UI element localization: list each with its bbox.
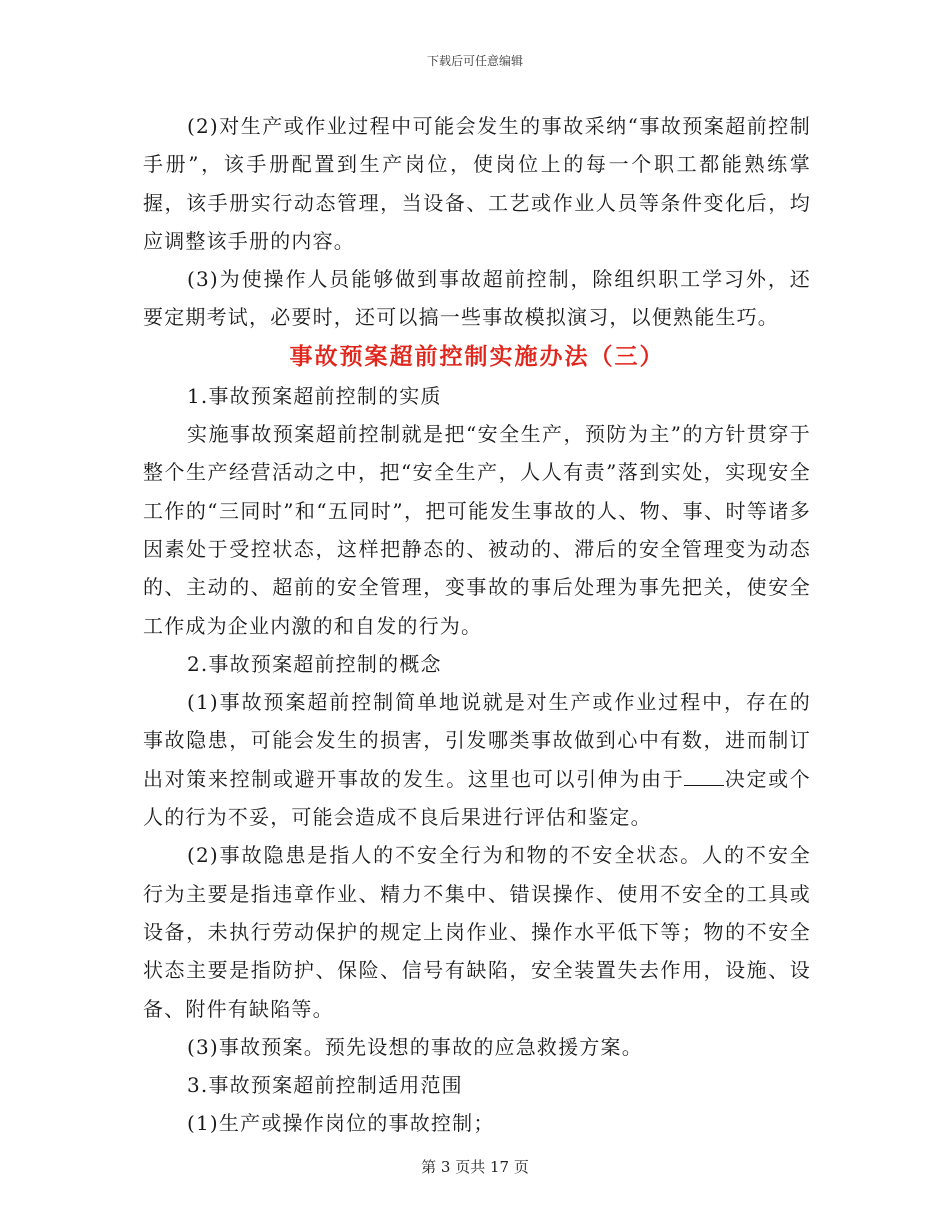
page-header: 下载后可任意编辑 — [426, 54, 523, 68]
paragraph-prev-2: (2)对生产或作业过程中可能会发生的事故采纳“事故预案超前控制手册”，该手册配置到生产岗位，使岗位上的每一个职工都能熟练掌握，该手册实行动态管理，当设备、工艺或作业人员等条件变化后，均应调整该手册的内容。 — [143, 114, 811, 253]
paragraph-prev-3: (3)为使操作人员能够做到事故超前控制，除组织职工学习外，还要定期考试，必要时，还可以搞一些事故模拟演习，以便熟能生巧。 — [143, 267, 811, 330]
subheading-2: 2.事故预案超前控制的概念 — [187, 651, 442, 676]
paragraph-1: 实施事故预案超前控制就是把“安全生产，预防为主”的方针贯穿于整个生产经营活动之中，把“安全生产，人人有责”落到实处，实现安全工作的“三同时”和“五同时”，把可能发生事故的人、物、事、时等诸多因素处于受控状态，这样把静态的、被动的、滞后的安全管理变为动态的、主动的、超前的安全管理，变事故的事后处理为事先把关，使安全工作成为企业内激的和自发的行为。 — [143, 422, 811, 638]
subheading-1: 1.事故预案超前控制的实质 — [187, 383, 442, 408]
blank-underline — [684, 765, 724, 786]
paragraph-2-1-part-a: (1)事故预案超前控制简单地说就是对生产或作业过程中，存在的事故隐患，可能会发生的损害，引发哪类事故做到心中有数，进而制订出对策来控制或避开事故的发生。这里也可以引伸为由于 — [143, 690, 811, 791]
paragraph-2-1-part-b: 决定或个人的行为不妥，可能会造成不良后果进行评估和鉴定。 — [143, 766, 811, 830]
page-number: 第 3 页共 17 页 — [421, 1158, 529, 1176]
section-title: 事故预案超前控制实施办法（三） — [289, 343, 665, 370]
paragraph-3-1: (1)生产或操作岗位的事故控制； — [187, 1111, 495, 1136]
document-body — [143, 107, 811, 1143]
paragraph-2-3: (3)事故预案。预先设想的事故的应急救援方案。 — [187, 1034, 643, 1059]
paragraph-2-1 — [143, 683, 811, 836]
subheading-3: 3.事故预案超前控制适用范围 — [187, 1073, 463, 1098]
paragraph-2-2: (2)事故隐患是指人的不安全行为和物的不安全状态。人的不安全行为主要是指违章作业、精力不集中、错误操作、使用不安全的工具或设备，未执行劳动保护的规定上岗作业、操作水平低下等；物的不安全状态主要是指防护、保险、信号有缺陷，安全装置失去作用，设施、设备、附件有缺陷等。 — [143, 843, 811, 1021]
